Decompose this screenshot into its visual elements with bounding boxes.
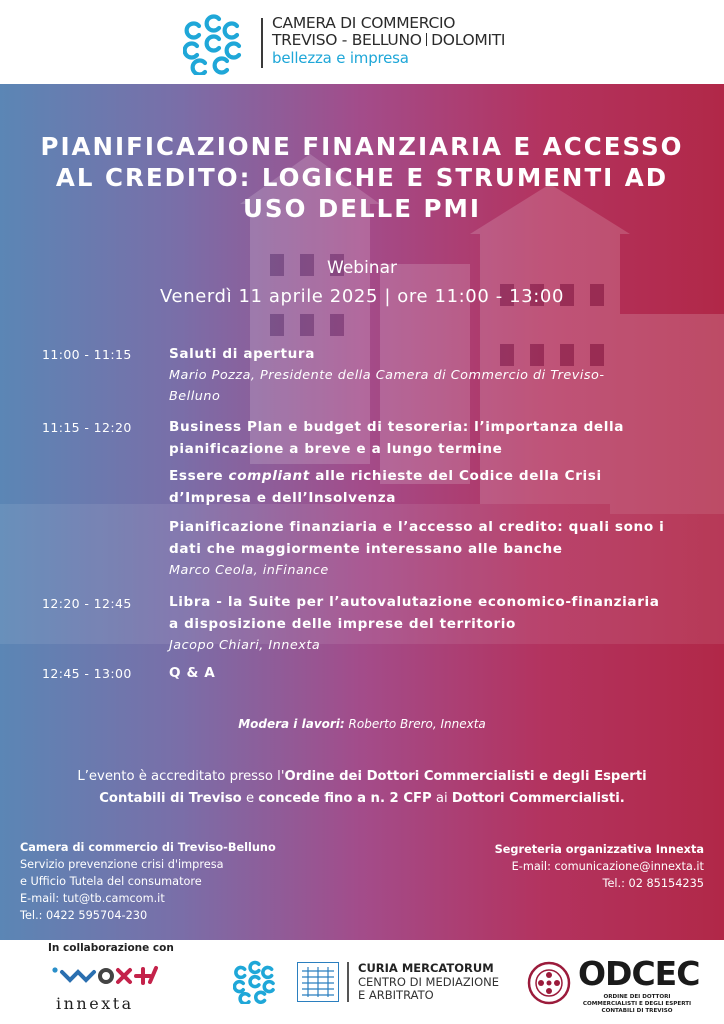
org-name-line1: CAMERA DI COMMERCIO [272, 14, 456, 32]
camera-commercio-logo-icon [183, 13, 247, 75]
moderator-line [0, 716, 724, 732]
odcec-seal-icon [527, 961, 571, 1005]
event-format: Webinar [327, 258, 397, 278]
footer-partners [0, 940, 724, 1024]
header-divider [261, 18, 263, 68]
accreditation-audience: Dottori Commercialisti. [451, 791, 625, 806]
header-organization [272, 15, 505, 67]
contact-phone: Tel.: 02 85154235 [602, 877, 704, 890]
curia-mercatorum-text [358, 962, 499, 1003]
agenda-item-title-emphasis: compliant [228, 468, 310, 484]
contact-phone: Tel.: 0422 595704-230 [20, 909, 148, 922]
camera-commercio-small-logo-icon [233, 960, 279, 1004]
contact-title: Camera di commercio di Treviso-Belluno [20, 841, 276, 854]
agenda-item-title: Pianificazione finanziaria e l’accesso al credito: quali sono i dati che maggiormente interessano alle banche [169, 519, 665, 557]
org-name-dolomiti: DOLOMITI [431, 31, 506, 49]
agenda-item-title: Saluti di apertura [169, 346, 315, 362]
org-name-treviso-belluno: TREVISO - BELLUNO [272, 31, 422, 49]
accreditation-note: L’evento è accreditato presso l'Ordine dei Dottori Commercialisti e degli Esperti Contabili di Treviso e concede fino a n. 2 CFP ai Dottori Commercialisti. [77, 769, 647, 806]
agenda-item-speaker: Mario Pozza, Presidente della Camera di Commercio di Treviso-Belluno [169, 368, 605, 404]
odcec-wordmark: ODCEC [578, 954, 700, 993]
event-date-time: Venerdì 11 aprile 2025 | ore 11:00 - 13:00 [160, 286, 564, 307]
curia-divider [347, 962, 349, 1002]
contact-innexta [495, 841, 704, 892]
agenda-time: 11:15 - 12:20 [42, 420, 132, 435]
moderator-label: Modera i lavori: [238, 717, 345, 731]
agenda-item [169, 591, 669, 656]
agenda-item [169, 343, 669, 407]
contact-title: Segreteria organizzativa Innexta [494, 843, 704, 856]
curia-subtitle-2: E ARBITRATO [358, 988, 434, 1002]
curia-name: CURIA MERCATORUM [358, 961, 494, 975]
curia-subtitle-1: CENTRO DI MEDIAZIONE [358, 974, 500, 989]
agenda-item-title: Q & A [169, 665, 216, 681]
accreditation-credits: concede fino a n. 2 CFP [258, 791, 432, 806]
agenda-time: 11:00 - 11:15 [42, 347, 132, 362]
contact-service: Servizio prevenzione crisi d'impresa [20, 858, 224, 871]
event-panel [0, 84, 724, 940]
org-tagline: bellezza e impresa [272, 49, 409, 67]
contact-camera-commercio [20, 839, 276, 924]
collaboration-label: In collaborazione con [48, 942, 174, 954]
agenda-item-speaker: Jacopo Chiari, Innexta [169, 638, 321, 653]
contact-email-link[interactable]: E-mail: comunicazione@innexta.it [511, 860, 704, 873]
header [0, 0, 724, 84]
agenda-item [169, 516, 669, 581]
agenda-item-speaker: Marco Ceola, inFinance [169, 563, 329, 578]
contact-email-link[interactable]: E-mail: tut@tb.camcom.it [20, 892, 165, 905]
agenda-item-title: Libra - la Suite per l’autovalutazione economico-finanziaria a disposizione delle imprese del territorio [169, 594, 660, 632]
agenda-item [169, 416, 669, 460]
agenda-item-title: Business Plan e budget di tesoreria: l’importanza della pianificazione a breve e a lungo termine [169, 419, 625, 457]
agenda-time: 12:45 - 13:00 [42, 666, 132, 681]
agenda-time: 12:20 - 12:45 [42, 596, 132, 611]
event-title: PIANIFICAZIONE FINANZIARIA E ACCESSO AL CREDITO: LOGICHE E STRUMENTI AD USO DELLE PMI [40, 132, 684, 223]
agenda-item-title: Essere compliant alle richieste del Codice della Crisi d’Impresa e dell’Insolvenza [169, 468, 602, 506]
accreditation-order: Ordine dei Dottori Commercialisti e degli Esperti Contabili di Treviso [99, 769, 647, 806]
org-name-separator [426, 33, 428, 46]
odcec-description: ORDINE DEI DOTTORI COMMERCIALISTI E DEGLI ESPERTI CONTABILI DI TREVISO [582, 994, 692, 1014]
innexta-wordmark: innexta [56, 994, 134, 1013]
org-name-line2 [272, 32, 505, 49]
contact-office: e Ufficio Tutela del consumatore [20, 875, 202, 888]
agenda-item [169, 465, 669, 509]
innexta-logo-icon [50, 962, 160, 988]
curia-mercatorum-logo-icon [297, 962, 339, 1002]
agenda-item [169, 662, 669, 684]
moderator-name: Roberto Brero, Innexta [348, 717, 486, 731]
